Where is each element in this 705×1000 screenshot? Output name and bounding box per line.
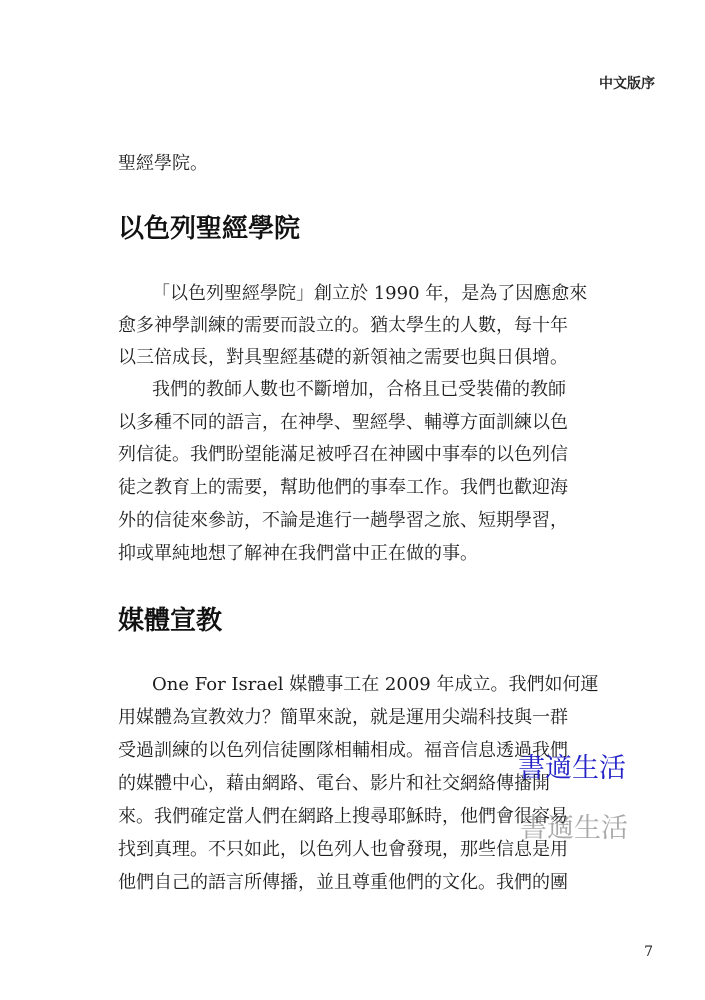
continuation-line: 聖經學院。 [118,153,208,174]
section-heading-media-mission: 媒體宣教 [118,606,223,636]
paragraph-line: 「以色列聖經學院」創立於 1990 年，是為了因應愈來 [152,283,588,304]
paragraph-line: 我們的教師人數也不斷增加，合格且已受裝備的教師 [152,379,566,400]
watermark-secondary: 書適生活 [520,813,628,844]
paragraph-line: 受過訓練的以色列信徒團隊相輔相成。福音信息透過我們 [118,740,568,761]
page-number: 7 [644,944,653,960]
paragraph-line: 他們自己的語言所傳播，並且尊重他們的文化。我們的團 [118,872,568,893]
paragraph-line: 來。我們確定當人們在網路上搜尋耶穌時，他們會很容易 [118,806,568,827]
paragraph-line: 徒之教育上的需要，幫助他們的事奉工作。我們也歡迎海 [118,477,568,498]
paragraph-line: 用媒體為宣教效力？簡單來說，就是運用尖端科技與一群 [118,707,568,728]
paragraph-line: 的媒體中心，藉由網路、電台、影片和社交網絡傳播開 [118,773,550,794]
paragraph-line: 以多種不同的語言，在神學、聖經學、輔導方面訓練以色 [118,412,568,433]
paragraph-line: 抑或單純地想了解神在我們當中正在做的事。 [118,543,478,564]
paragraph-line: 外的信徒來參訪，不論是進行一趟學習之旅、短期學習， [118,510,568,531]
watermark-primary: 書適生活 [518,753,626,784]
paragraph-line: One For Israel 媒體事工在 2009 年成立。我們如何運 [152,674,599,695]
paragraph-line: 列信徒。我們盼望能滿足被呼召在神國中事奉的以色列信 [118,444,568,465]
section-heading-bible-college: 以色列聖經學院 [118,214,301,244]
running-header: 中文版序 [599,76,655,92]
paragraph-line: 找到真理。不只如此，以色列人也會發現，那些信息是用 [118,839,568,860]
paragraph-line: 愈多神學訓練的需要而設立的。猶太學生的人數，每十年 [118,315,568,336]
paragraph-line: 以三倍成長，對具聖經基礎的新領袖之需要也與日俱增。 [118,347,568,368]
